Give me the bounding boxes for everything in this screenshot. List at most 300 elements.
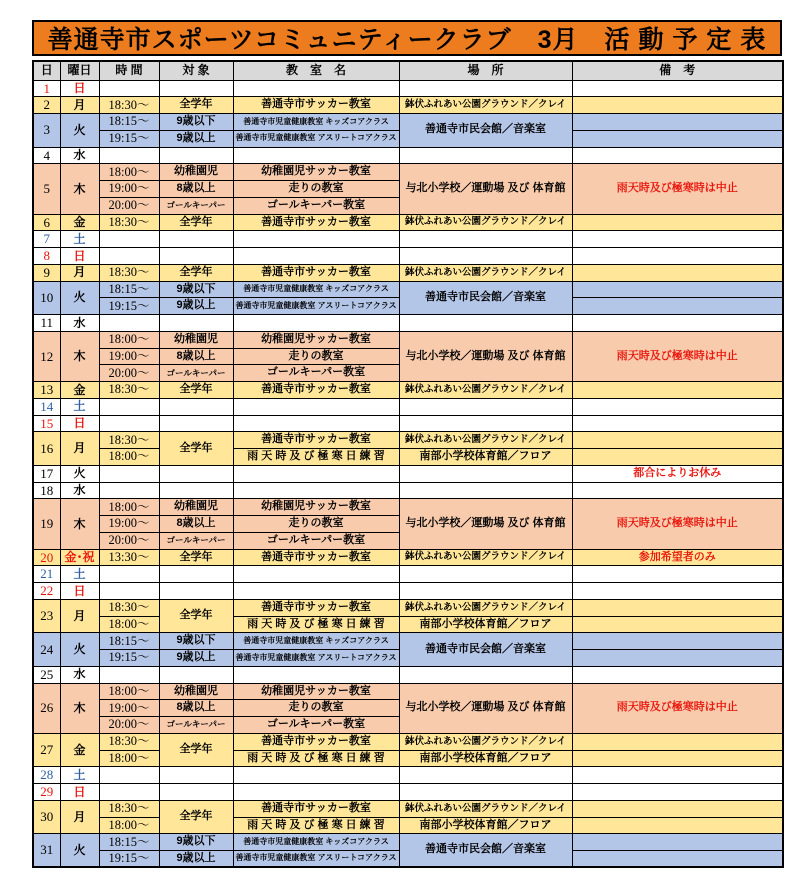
cell-class: 善通寺市児童健康教室 キッズコアクラス xyxy=(233,633,399,650)
cell-note xyxy=(572,147,783,164)
cell-place: 鉢伏ふれあい公園グラウンド／クレイ xyxy=(399,214,572,231)
header-row xyxy=(33,61,783,80)
header-col-class: 教 室 名 xyxy=(233,61,399,80)
cell-time: 18:30～ xyxy=(99,733,159,750)
cell-day: 22 xyxy=(33,583,60,600)
cell-target xyxy=(159,482,233,499)
cell-day: 23 xyxy=(33,599,60,633)
cell-day: 26 xyxy=(33,683,60,733)
schedule-row-day-24 xyxy=(33,633,783,650)
cell-time: 19:15～ xyxy=(99,650,159,667)
cell-time xyxy=(99,315,159,332)
cell-dow: 月 xyxy=(60,432,99,466)
cell-place: 与北小学校／運動場 及び 体育館 xyxy=(399,331,572,381)
cell-dow: 水 xyxy=(60,482,99,499)
cell-class xyxy=(233,465,399,482)
header-col-place: 場 所 xyxy=(399,61,572,80)
cell-place xyxy=(399,767,572,784)
cell-place xyxy=(399,248,572,265)
cell-place: 鉢伏ふれあい公園グラウンド／クレイ xyxy=(399,97,572,114)
cell-note xyxy=(572,382,783,399)
cell-time: 20:00～ xyxy=(99,717,159,734)
cell-day: 25 xyxy=(33,666,60,683)
cell-target xyxy=(159,248,233,265)
cell-dow: 火 xyxy=(60,834,99,868)
cell-time: 18:15～ xyxy=(99,281,159,298)
cell-class xyxy=(233,315,399,332)
cell-place: 与北小学校／運動場 及び 体育館 xyxy=(399,499,572,549)
cell-time: 20:00～ xyxy=(99,365,159,382)
cell-place: 鉢伏ふれあい公園グラウンド／クレイ xyxy=(399,599,572,616)
cell-dow: 火 xyxy=(60,281,99,315)
cell-target: 8歳以上 xyxy=(159,700,233,717)
cell-note xyxy=(572,248,783,265)
cell-day: 21 xyxy=(33,566,60,583)
cell-day: 12 xyxy=(33,331,60,381)
cell-class: 善通寺市サッカー教室 xyxy=(233,214,399,231)
cell-place xyxy=(399,231,572,248)
cell-class: 善通寺市サッカー教室 xyxy=(233,264,399,281)
cell-target: ゴールキーパー xyxy=(159,532,233,549)
schedule-row-day-9 xyxy=(33,264,783,281)
cell-dow: 土 xyxy=(60,767,99,784)
schedule-row-day-22 xyxy=(33,583,783,600)
cell-time: 18:00～ xyxy=(99,449,159,466)
cell-note xyxy=(572,733,783,750)
schedule-row-day-12 xyxy=(33,331,783,348)
schedule-row-day-14 xyxy=(33,398,783,415)
cell-class xyxy=(233,248,399,265)
cell-place: 鉢伏ふれあい公園グラウンド／クレイ xyxy=(399,549,572,566)
cell-dow: 木 xyxy=(60,164,99,214)
cell-place: 善通寺市民会館／音楽室 xyxy=(399,114,572,148)
cell-day: 2 xyxy=(33,97,60,114)
cell-day: 17 xyxy=(33,465,60,482)
cell-class: 善通寺市サッカー教室 xyxy=(233,800,399,817)
cell-class: 善通寺市サッカー教室 xyxy=(233,382,399,399)
cell-target: 全学年 xyxy=(159,432,233,466)
cell-day: 20 xyxy=(33,549,60,566)
cell-dow: 火 xyxy=(60,633,99,667)
cell-target xyxy=(159,315,233,332)
cell-dow: 水 xyxy=(60,666,99,683)
cell-class: 幼稚園児サッカー教室 xyxy=(233,683,399,700)
cell-place xyxy=(399,80,572,97)
cell-day: 11 xyxy=(33,315,60,332)
cell-target xyxy=(159,465,233,482)
cell-target xyxy=(159,784,233,801)
cell-class: 雨 天 時 及 び 極 寒 日 練 習 xyxy=(233,750,399,767)
cell-note xyxy=(572,80,783,97)
table-body xyxy=(33,80,783,867)
cell-dow: 木 xyxy=(60,683,99,733)
cell-place: 南部小学校体育館／フロア xyxy=(399,750,572,767)
schedule-row-day-10 xyxy=(33,281,783,298)
cell-place xyxy=(399,398,572,415)
cell-dow: 日 xyxy=(60,784,99,801)
schedule-row-day-30 xyxy=(33,817,783,834)
cell-dow: 木 xyxy=(60,499,99,549)
cell-dow: 金 xyxy=(60,214,99,231)
cell-target: 9歳以下 xyxy=(159,281,233,298)
cell-place: 与北小学校／運動場 及び 体育館 xyxy=(399,164,572,214)
cell-place xyxy=(399,315,572,332)
schedule-row-day-18 xyxy=(33,482,783,499)
cell-note xyxy=(572,315,783,332)
cell-day: 15 xyxy=(33,415,60,432)
cell-class: 善通寺市児童健康教室 キッズコアクラス xyxy=(233,281,399,298)
cell-dow: 金 xyxy=(60,382,99,399)
cell-note xyxy=(572,583,783,600)
cell-note xyxy=(572,817,783,834)
cell-note: 雨天時及び極寒時は中止 xyxy=(572,331,783,381)
cell-target xyxy=(159,566,233,583)
schedule-row-day-11 xyxy=(33,315,783,332)
cell-dow: 土 xyxy=(60,566,99,583)
header-col-target: 対 象 xyxy=(159,61,233,80)
cell-place: 鉢伏ふれあい公園グラウンド／クレイ xyxy=(399,733,572,750)
cell-time: 18:15～ xyxy=(99,114,159,131)
cell-class: 雨 天 時 及 び 極 寒 日 練 習 xyxy=(233,616,399,633)
cell-note xyxy=(572,415,783,432)
cell-target: 幼稚園児 xyxy=(159,683,233,700)
cell-note xyxy=(572,264,783,281)
cell-class: 幼稚園児サッカー教室 xyxy=(233,164,399,181)
cell-day: 19 xyxy=(33,499,60,549)
cell-place: 与北小学校／運動場 及び 体育館 xyxy=(399,683,572,733)
cell-class: 善通寺市児童健康教室 キッズコアクラス xyxy=(233,834,399,851)
cell-time: 19:00～ xyxy=(99,516,159,533)
cell-class: 善通寺市サッカー教室 xyxy=(233,97,399,114)
cell-time: 19:00～ xyxy=(99,181,159,198)
cell-time xyxy=(99,566,159,583)
cell-time xyxy=(99,80,159,97)
cell-target: ゴールキーパー xyxy=(159,197,233,214)
header-col-note: 備 考 xyxy=(572,61,783,80)
schedule-row-day-1 xyxy=(33,80,783,97)
cell-place xyxy=(399,147,572,164)
cell-place: 鉢伏ふれあい公園グラウンド／クレイ xyxy=(399,800,572,817)
cell-dow: 金 xyxy=(60,733,99,767)
cell-note xyxy=(572,231,783,248)
cell-note: 雨天時及び極寒時は中止 xyxy=(572,683,783,733)
cell-note xyxy=(572,650,783,667)
cell-time: 18:30～ xyxy=(99,599,159,616)
cell-time: 19:00～ xyxy=(99,348,159,365)
cell-class: 雨 天 時 及 び 極 寒 日 練 習 xyxy=(233,817,399,834)
cell-note xyxy=(572,633,783,650)
cell-target xyxy=(159,398,233,415)
cell-time: 18:30～ xyxy=(99,97,159,114)
cell-dow: 日 xyxy=(60,583,99,600)
cell-day: 27 xyxy=(33,733,60,767)
schedule-row-day-8 xyxy=(33,248,783,265)
cell-time: 18:00～ xyxy=(99,683,159,700)
cell-time xyxy=(99,666,159,683)
cell-dow: 水 xyxy=(60,147,99,164)
schedule-row-day-19 xyxy=(33,499,783,516)
cell-time: 18:00～ xyxy=(99,499,159,516)
cell-target: 全学年 xyxy=(159,97,233,114)
cell-dow: 木 xyxy=(60,331,99,381)
cell-day: 5 xyxy=(33,164,60,214)
schedule-row-day-5 xyxy=(33,164,783,181)
cell-note: 雨天時及び極寒時は中止 xyxy=(572,499,783,549)
cell-target: 全学年 xyxy=(159,264,233,281)
schedule-row-day-15 xyxy=(33,415,783,432)
cell-target xyxy=(159,666,233,683)
cell-class: 善通寺市サッカー教室 xyxy=(233,599,399,616)
cell-target xyxy=(159,231,233,248)
schedule-row-day-21 xyxy=(33,566,783,583)
cell-time xyxy=(99,415,159,432)
cell-place xyxy=(399,784,572,801)
schedule-row-day-31 xyxy=(33,834,783,851)
cell-class xyxy=(233,80,399,97)
cell-dow: 月 xyxy=(60,264,99,281)
cell-target: 9歳以上 xyxy=(159,298,233,315)
cell-time: 18:30～ xyxy=(99,432,159,449)
cell-target: 9歳以上 xyxy=(159,130,233,147)
cell-day: 18 xyxy=(33,482,60,499)
cell-class: 善通寺市児童健康教室 アスリートコアクラス xyxy=(233,130,399,147)
cell-place: 善通寺市民会館／音楽室 xyxy=(399,834,572,868)
cell-place xyxy=(399,666,572,683)
cell-class: ゴールキーパー教室 xyxy=(233,717,399,734)
cell-time: 20:00～ xyxy=(99,532,159,549)
cell-dow: 日 xyxy=(60,415,99,432)
cell-note xyxy=(572,114,783,131)
schedule-row-day-16 xyxy=(33,432,783,449)
cell-note xyxy=(572,616,783,633)
cell-class: 走りの教室 xyxy=(233,700,399,717)
cell-place: 南部小学校体育館／フロア xyxy=(399,449,572,466)
cell-target: 8歳以上 xyxy=(159,348,233,365)
cell-target: 幼稚園児 xyxy=(159,331,233,348)
cell-day: 24 xyxy=(33,633,60,667)
cell-class: 走りの教室 xyxy=(233,181,399,198)
cell-class xyxy=(233,398,399,415)
cell-note xyxy=(572,432,783,449)
cell-time: 18:00～ xyxy=(99,750,159,767)
cell-time: 18:00～ xyxy=(99,331,159,348)
cell-class: 善通寺市児童健康教室 アスリートコアクラス xyxy=(233,298,399,315)
cell-class xyxy=(233,583,399,600)
cell-time xyxy=(99,248,159,265)
cell-note xyxy=(572,214,783,231)
schedule-row-day-26 xyxy=(33,683,783,700)
cell-target: 9歳以下 xyxy=(159,114,233,131)
cell-target: ゴールキーパー xyxy=(159,365,233,382)
schedule-row-day-29 xyxy=(33,784,783,801)
cell-time xyxy=(99,583,159,600)
cell-note xyxy=(572,599,783,616)
cell-class: ゴールキーパー教室 xyxy=(233,365,399,382)
cell-time: 18:00～ xyxy=(99,164,159,181)
cell-dow: 日 xyxy=(60,80,99,97)
cell-target: 全学年 xyxy=(159,214,233,231)
schedule-row-day-4 xyxy=(33,147,783,164)
cell-day: 14 xyxy=(33,398,60,415)
cell-time xyxy=(99,465,159,482)
cell-note: 都合によりお休み xyxy=(572,465,783,482)
cell-time: 18:30～ xyxy=(99,800,159,817)
cell-class xyxy=(233,784,399,801)
cell-target xyxy=(159,80,233,97)
cell-note xyxy=(572,750,783,767)
cell-place xyxy=(399,583,572,600)
cell-place: 善通寺市民会館／音楽室 xyxy=(399,281,572,315)
cell-place xyxy=(399,465,572,482)
cell-day: 1 xyxy=(33,80,60,97)
cell-time: 18:30～ xyxy=(99,382,159,399)
cell-target: 全学年 xyxy=(159,800,233,834)
cell-note xyxy=(572,449,783,466)
cell-time: 18:30～ xyxy=(99,214,159,231)
cell-class: 雨 天 時 及 び 極 寒 日 練 習 xyxy=(233,449,399,466)
cell-time xyxy=(99,767,159,784)
cell-dow: 金･祝 xyxy=(60,549,99,566)
schedule-row-day-23 xyxy=(33,616,783,633)
cell-time: 18:15～ xyxy=(99,633,159,650)
cell-class xyxy=(233,767,399,784)
cell-class xyxy=(233,147,399,164)
schedule-row-day-30 xyxy=(33,800,783,817)
cell-class xyxy=(233,415,399,432)
cell-note xyxy=(572,566,783,583)
cell-dow: 火 xyxy=(60,465,99,482)
cell-class: ゴールキーパー教室 xyxy=(233,532,399,549)
cell-target: 全学年 xyxy=(159,549,233,566)
cell-note: 雨天時及び極寒時は中止 xyxy=(572,164,783,214)
schedule-row-day-27 xyxy=(33,750,783,767)
cell-class: 善通寺市サッカー教室 xyxy=(233,733,399,750)
cell-note: 参加希望者のみ xyxy=(572,549,783,566)
cell-class: 走りの教室 xyxy=(233,516,399,533)
cell-day: 31 xyxy=(33,834,60,868)
cell-time xyxy=(99,482,159,499)
cell-class xyxy=(233,231,399,248)
cell-time: 20:00～ xyxy=(99,197,159,214)
cell-time: 18:00～ xyxy=(99,817,159,834)
cell-time: 18:15～ xyxy=(99,834,159,851)
cell-dow: 月 xyxy=(60,97,99,114)
cell-note xyxy=(572,130,783,147)
cell-dow: 月 xyxy=(60,800,99,834)
cell-note xyxy=(572,851,783,868)
cell-class: 幼稚園児サッカー教室 xyxy=(233,331,399,348)
cell-class: 走りの教室 xyxy=(233,348,399,365)
schedule-row-day-2 xyxy=(33,97,783,114)
cell-time: 19:00～ xyxy=(99,700,159,717)
cell-target: 8歳以上 xyxy=(159,181,233,198)
cell-target: ゴールキーパー xyxy=(159,717,233,734)
schedule-row-day-6 xyxy=(33,214,783,231)
cell-target: 9歳以下 xyxy=(159,633,233,650)
cell-class: 善通寺市児童健康教室 キッズコアクラス xyxy=(233,114,399,131)
cell-day: 7 xyxy=(33,231,60,248)
cell-class: 善通寺市サッカー教室 xyxy=(233,549,399,566)
cell-day: 30 xyxy=(33,800,60,834)
schedule-row-day-17 xyxy=(33,465,783,482)
cell-time: 13:30～ xyxy=(99,549,159,566)
cell-note xyxy=(572,281,783,298)
cell-place: 鉢伏ふれあい公園グラウンド／クレイ xyxy=(399,264,572,281)
cell-note xyxy=(572,834,783,851)
cell-time xyxy=(99,398,159,415)
cell-time: 19:15～ xyxy=(99,851,159,868)
header-col-time: 時 間 xyxy=(99,61,159,80)
schedule-row-day-23 xyxy=(33,599,783,616)
schedule-row-day-20 xyxy=(33,549,783,566)
cell-class: 幼稚園児サッカー教室 xyxy=(233,499,399,516)
cell-note xyxy=(572,800,783,817)
schedule-row-day-3 xyxy=(33,114,783,131)
cell-day: 9 xyxy=(33,264,60,281)
cell-target: 幼稚園児 xyxy=(159,499,233,516)
cell-place: 鉢伏ふれあい公園グラウンド／クレイ xyxy=(399,432,572,449)
cell-day: 3 xyxy=(33,114,60,148)
cell-place: 鉢伏ふれあい公園グラウンド／クレイ xyxy=(399,382,572,399)
cell-class xyxy=(233,482,399,499)
cell-target xyxy=(159,147,233,164)
cell-day: 13 xyxy=(33,382,60,399)
cell-place: 南部小学校体育館／フロア xyxy=(399,616,572,633)
cell-day: 10 xyxy=(33,281,60,315)
cell-target xyxy=(159,415,233,432)
cell-place: 善通寺市民会館／音楽室 xyxy=(399,633,572,667)
cell-day: 6 xyxy=(33,214,60,231)
cell-class: 善通寺市サッカー教室 xyxy=(233,432,399,449)
schedule-sheet xyxy=(32,20,782,868)
cell-day: 29 xyxy=(33,784,60,801)
schedule-row-day-27 xyxy=(33,733,783,750)
cell-time: 19:15～ xyxy=(99,298,159,315)
table-header xyxy=(33,61,783,80)
cell-day: 16 xyxy=(33,432,60,466)
cell-time: 18:00～ xyxy=(99,616,159,633)
cell-note xyxy=(572,97,783,114)
cell-class: 善通寺市児童健康教室 アスリートコアクラス xyxy=(233,851,399,868)
cell-target: 8歳以上 xyxy=(159,516,233,533)
cell-target: 9歳以上 xyxy=(159,851,233,868)
schedule-row-day-28 xyxy=(33,767,783,784)
cell-class: ゴールキーパー教室 xyxy=(233,197,399,214)
cell-time: 19:15～ xyxy=(99,130,159,147)
cell-target: 幼稚園児 xyxy=(159,164,233,181)
cell-dow: 日 xyxy=(60,248,99,265)
cell-place xyxy=(399,482,572,499)
cell-target: 全学年 xyxy=(159,733,233,767)
cell-time xyxy=(99,231,159,248)
header-col-day: 日 xyxy=(33,61,60,80)
cell-time: 18:30～ xyxy=(99,264,159,281)
cell-target: 9歳以下 xyxy=(159,834,233,851)
header-col-dow: 曜日 xyxy=(60,61,99,80)
cell-time xyxy=(99,784,159,801)
cell-note xyxy=(572,482,783,499)
schedule-row-day-25 xyxy=(33,666,783,683)
schedule-row-day-7 xyxy=(33,231,783,248)
cell-dow: 水 xyxy=(60,315,99,332)
cell-dow: 土 xyxy=(60,398,99,415)
cell-target: 全学年 xyxy=(159,382,233,399)
cell-note xyxy=(572,784,783,801)
schedule-row-day-13 xyxy=(33,382,783,399)
schedule-row-day-16 xyxy=(33,449,783,466)
cell-class: 善通寺市児童健康教室 アスリートコアクラス xyxy=(233,650,399,667)
cell-dow: 火 xyxy=(60,114,99,148)
